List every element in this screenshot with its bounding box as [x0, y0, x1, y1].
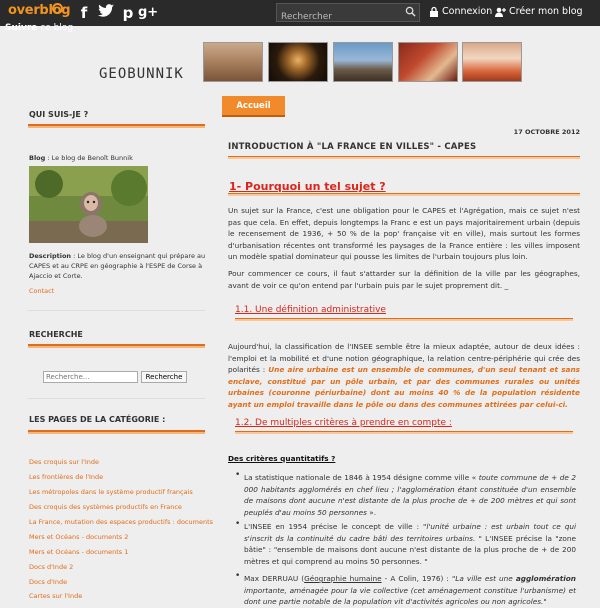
site-title[interactable]: GEOBUNNIK: [99, 66, 184, 82]
blog-line: [29, 153, 207, 163]
page-link[interactable]: Cartes sur l'Inde: [29, 592, 83, 600]
follow-rest: ce blog: [37, 23, 74, 33]
bullet-dot: •: [235, 470, 241, 480]
bullet-3-d: La ville est une: [455, 574, 516, 583]
contact-link[interactable]: Contact: [29, 287, 55, 295]
sidebar-divider-2: [28, 398, 205, 399]
bullet-3-c: - A Colin, 1976) : ": [381, 574, 456, 583]
bullet-2: [244, 521, 576, 567]
bullet-2-c: " L'INSEE précise la "zone bâtie" : "ensemble de maisons dont aucune n'est distante de la plus proche de + de 200 mètres et qui comprend au moins 50 personnes. ": [244, 533, 576, 566]
page-link[interactable]: Les frontières de l'Inde: [29, 473, 104, 481]
bullet-2-b: l'unité urbaine : est urbain tout ce qui s'inscrit ds la continuité du cadre bâti des territoires urbains.: [244, 522, 576, 543]
post-title-rule: [228, 156, 580, 159]
page-link[interactable]: Des croquis sur l'Inde: [29, 458, 100, 466]
twitter-icon[interactable]: [96, 3, 116, 23]
bullet-3-book[interactable]: Géographie humaine: [304, 574, 382, 583]
page-link[interactable]: Mers et Océans - documents 2: [29, 533, 129, 541]
signup-label: Créer mon blog: [509, 6, 583, 17]
search-icon[interactable]: [405, 6, 416, 17]
post-date: 17 OCTOBRE 2012: [513, 128, 580, 136]
description-block: [29, 251, 207, 281]
bullet-3-a: Max DERRUAU (: [244, 574, 305, 583]
signup-link[interactable]: [495, 6, 583, 17]
criteria-heading: Des critères quantitatifs ?: [228, 454, 336, 463]
about-heading: QUI SUIS-JE ?: [29, 110, 89, 119]
bullet-1-b: toute commune de + de 2 000 habitants agglomérés en chef lieu ; l'agglomération étant constituée d'un ensemble de maisons dont aucune n'est distante de la plus proche de + de 200 mètres et qui sont peuplés d'au moins 50 personnes: [244, 473, 576, 517]
paragraph-1: Un sujet sur la France, c'est une obligation pour le CAPES et l'Agrégation, mais ce sujet n'est pas que cela. En effet, depuis longtemps la Franc e est un pays majoritairement urbain (depuis le recensement de 1936, + 50 % de la pop' française vit en ville), mais surtout les formes d'urbanisation récentes ont transformé les paysages de la France entière : les villes imposent un modèle spatial dominateur qui pousse les limites de l'urbain toujours plus loin.: [228, 206, 580, 262]
header-thumb-4[interactable]: [398, 42, 458, 82]
bullet-3-e: agglomération: [515, 574, 576, 583]
blog-label: Blog: [29, 154, 46, 162]
section-heading-1: 1- Pourquoi un tel sujet ?: [229, 180, 386, 193]
paragraph-3-text: Aujourd'hui, la classification de l'INSEE semble être la mieux adaptée, autour de deux idées : l'emploi et la mobilité et d'une notion géographique, la relation centre-périphérie qui crée des polarités :: [228, 342, 580, 375]
page-link[interactable]: Docs d'Inde: [29, 578, 68, 586]
section-heading-1-2: 1.2. De multiples critères à prendre en compte :: [235, 418, 452, 428]
follow-bold: Suivre: [5, 23, 38, 33]
login-label: Connexion: [442, 6, 493, 17]
page-link[interactable]: Mers et Océans - documents 1: [29, 548, 129, 556]
sidebar-search-button[interactable]: Recherche: [141, 371, 187, 383]
description-text: : Le blog d'un enseignant qui prépare au CAPES et au CRPE en géographie à l'ESPE de Corse à Ajaccio et Corte.: [29, 252, 206, 280]
bullet-2-a: L'INSEE en 1954 précise le concept de ville : ": [244, 522, 427, 531]
header-thumb-2[interactable]: [268, 42, 328, 82]
header-thumb-5[interactable]: [462, 42, 522, 82]
post-title[interactable]: INTRODUCTION À "LA FRANCE EN VILLES" - CAPES: [228, 142, 477, 152]
top-search-input[interactable]: [277, 9, 397, 26]
pages-heading: LES PAGES DE LA CATÉGORIE :: [29, 415, 166, 424]
section-heading-1-1: 1.1. Une définition administrative: [235, 305, 386, 315]
lock-icon: [429, 6, 439, 17]
search-rule: [28, 344, 205, 348]
sidebar-divider: [28, 310, 205, 311]
nav-home-tab[interactable]: Accueil: [222, 96, 285, 117]
section-rule-1-1: [235, 318, 573, 321]
logo-sun-icon: [52, 3, 63, 14]
bullet-1-c: ».: [366, 507, 377, 517]
overblog-logo[interactable]: overblog: [8, 3, 71, 18]
top-search-box: [276, 3, 420, 22]
profile-photo: [29, 166, 148, 243]
bullet-3-f: importante, aménagée pour la vie collective (cet aménagement constitue l'urbanisme) et dont une partie notable de la population vit d'activités agricoles ou non agricoles.": [244, 585, 576, 607]
page-link[interactable]: Des croquis des systèmes productifs en France: [29, 503, 182, 511]
header-thumb-1[interactable]: [203, 42, 263, 82]
sidebar-search-input[interactable]: [43, 371, 138, 383]
blog-text: : Le blog de Benoît Bunnik: [45, 154, 133, 162]
urban-area-definition: Une aire urbaine est un ensemble de communes, d'un seul tenant et sans enclave, constitué par un pôle urbain, et par des communes rurales ou unités urbaines (couronne périurbaine) dont au moins 40 % de la population résidente ayant un emploi travaille dans le pôle ou dans des communes attirées par celui-ci.: [228, 365, 580, 409]
page-link[interactable]: Les métropoles dans le système productif français: [29, 488, 193, 496]
pages-rule: [28, 430, 205, 434]
page-link[interactable]: Docs d'Inde 2: [29, 563, 74, 571]
paragraph-2: Pour commencer ce cours, il faut s'attarder sur la définition de la ville par les géographes, avant de voir ce qu'on entend par l'urbain puis par le sujet proprement dit. _: [228, 269, 580, 290]
bullet-1-a: La statistique nationale de 1846 à 1954 désigne comme ville «: [244, 473, 479, 482]
facebook-icon[interactable]: f: [80, 4, 88, 22]
description-label: Description: [29, 252, 72, 260]
bullet-1: [244, 472, 576, 518]
paragraph-3: [228, 341, 580, 411]
user-plus-icon: [495, 7, 506, 17]
header-thumb-3[interactable]: [333, 42, 393, 82]
bullet-dot: •: [235, 519, 241, 529]
search-heading: RECHERCHE: [29, 330, 83, 339]
section-rule-1-2: [235, 431, 573, 434]
google-plus-icon[interactable]: g+: [138, 5, 159, 20]
about-rule: [28, 124, 205, 128]
pinterest-icon[interactable]: p: [122, 4, 134, 22]
login-link[interactable]: [429, 6, 492, 17]
bullet-3: [244, 573, 576, 608]
page-link[interactable]: La France, mutation des espaces productifs : documents: [29, 518, 213, 526]
follow-blog-link[interactable]: [5, 23, 73, 33]
bullet-dot: •: [235, 571, 241, 581]
section-rule-1: [228, 193, 580, 196]
